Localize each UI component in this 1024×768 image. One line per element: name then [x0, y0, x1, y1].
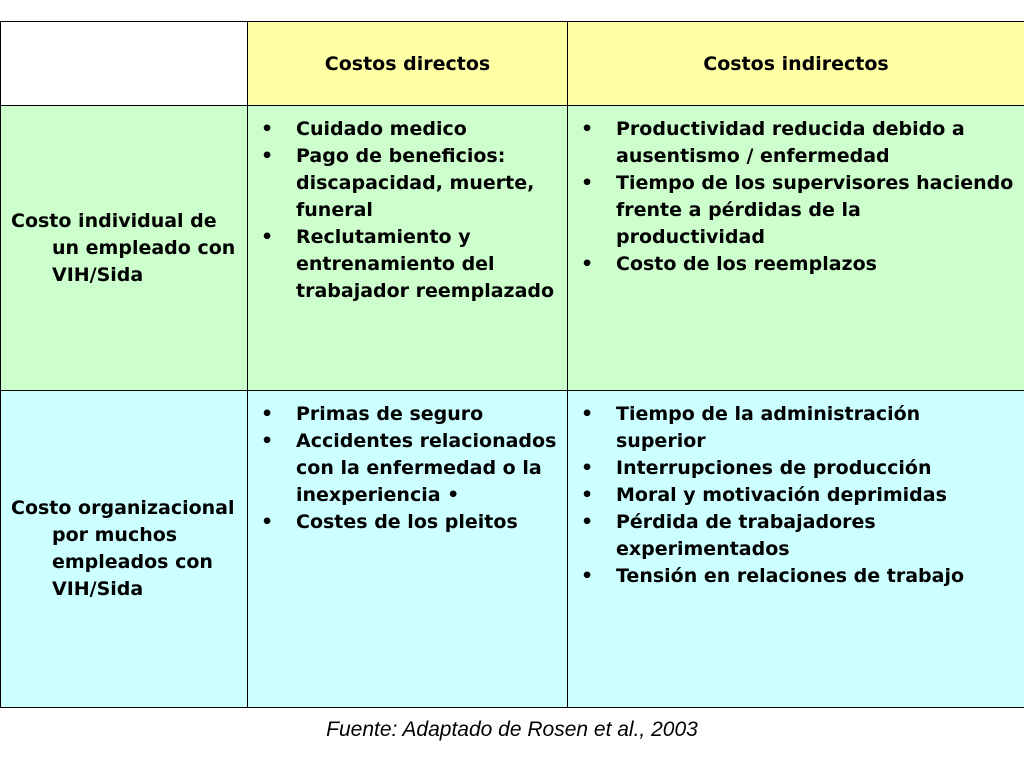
bullet-icon: •: [581, 253, 594, 275]
bullet-icon: •: [261, 226, 274, 248]
bullet-icon: •: [261, 118, 274, 140]
row-label-text: Costo individual de un empleado con VIH/Sida: [11, 209, 236, 286]
list-item: [256, 428, 559, 509]
list-item-text: Costes de los pleitos: [296, 511, 518, 533]
list-item: [576, 563, 1016, 590]
list-item-text: Tiempo de los supervisores haciendo frente a pérdidas de la productividad: [616, 172, 1014, 248]
row-label-text: Costo organizacional por muchos empleados con VIH/Sida: [11, 497, 235, 600]
header-direct-costs: Costos directos: [248, 22, 568, 106]
list-item: [256, 143, 559, 224]
list-item: [256, 509, 559, 536]
corner-cell: [1, 22, 248, 106]
bullet-list: [576, 401, 1016, 590]
row-label-individual: [1, 106, 248, 391]
list-item: [256, 224, 559, 305]
list-item: [576, 251, 1016, 278]
list-item-text: Moral y motivación deprimidas: [616, 484, 947, 506]
list-item-text: Costo de los reemplazos: [616, 253, 877, 275]
cell-organizational-direct: [248, 391, 568, 708]
list-item-text: Pérdida de trabajadores experimentados: [616, 511, 876, 560]
bullet-icon: •: [581, 403, 594, 425]
list-item: [576, 455, 1016, 482]
bullet-icon: •: [261, 511, 274, 533]
list-item: [576, 482, 1016, 509]
list-item-text: Primas de seguro: [296, 403, 484, 425]
list-item-text: Pago de beneficios: discapacidad, muerte, funeral: [296, 145, 535, 221]
source-note: Fuente: Adaptado de Rosen et al., 2003: [326, 718, 698, 741]
bullet-icon: •: [581, 511, 594, 533]
bullet-icon: •: [581, 565, 594, 587]
list-item: [576, 116, 1016, 170]
list-item-text: Interrupciones de producción: [616, 457, 932, 479]
bullet-icon: •: [581, 172, 594, 194]
bullet-icon: •: [581, 118, 594, 140]
bullet-list: [256, 401, 559, 536]
list-item-text: Tensión en relaciones de trabajo: [616, 565, 965, 587]
list-item: [576, 509, 1016, 563]
bullet-icon: •: [261, 430, 274, 452]
list-item-text: Productividad reducida debido a ausentismo / enfermedad: [616, 118, 965, 167]
bullet-list: [256, 116, 559, 305]
row-organizational-cost: [1, 391, 1024, 708]
list-item: [256, 401, 559, 428]
header-indirect-costs: Costos indirectos: [568, 22, 1024, 106]
list-item: [256, 116, 559, 143]
list-item-text: Accidentes relacionados con la enfermedad o la inexperiencia •: [296, 430, 557, 506]
cell-individual-direct: [248, 106, 568, 391]
header-row: [1, 22, 1024, 106]
list-item-text: Reclutamiento y entrenamiento del trabajador reemplazado: [296, 226, 555, 302]
bullet-icon: •: [581, 457, 594, 479]
cost-comparison-table: [0, 21, 1024, 708]
bullet-icon: •: [581, 484, 594, 506]
list-item: [576, 170, 1016, 251]
cell-individual-indirect: [568, 106, 1024, 391]
list-item: [576, 401, 1016, 455]
list-item-text: Cuidado medico: [296, 118, 467, 140]
row-individual-cost: [1, 106, 1024, 391]
bullet-icon: •: [261, 403, 274, 425]
list-item-text: Tiempo de la administración superior: [616, 403, 921, 452]
row-label-organizational: [1, 391, 248, 708]
cell-organizational-indirect: [568, 391, 1024, 708]
bullet-icon: •: [261, 145, 274, 167]
bullet-list: [576, 116, 1016, 278]
